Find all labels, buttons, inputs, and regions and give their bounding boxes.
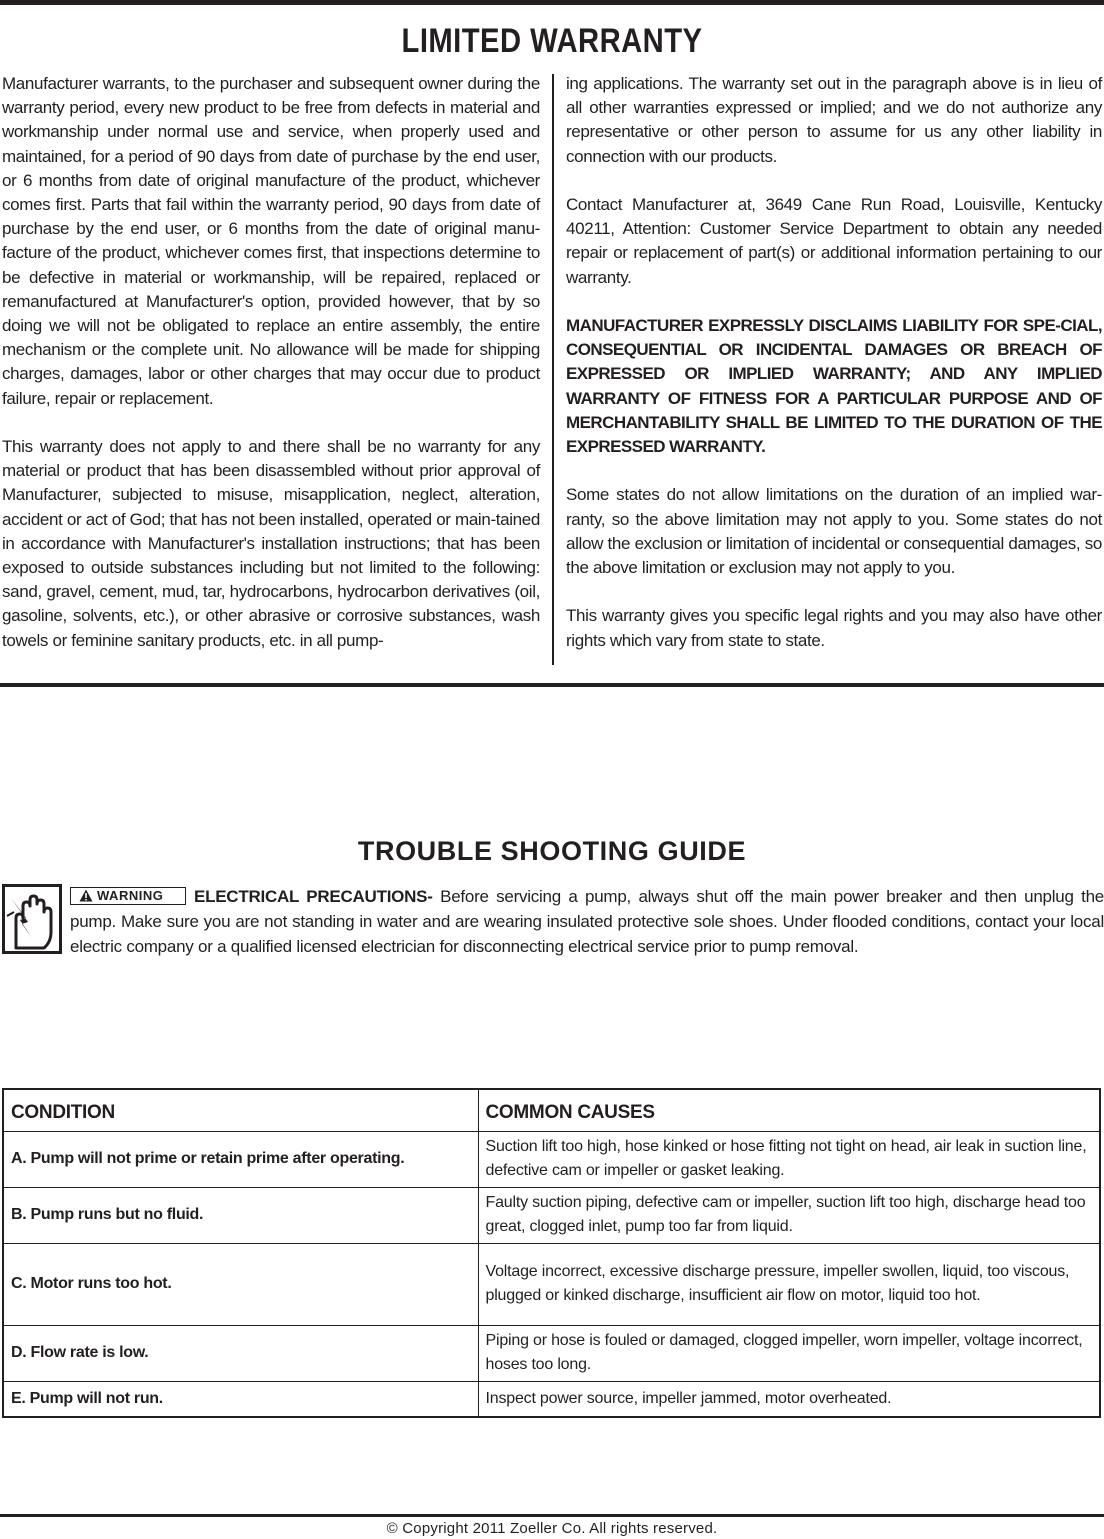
- electrical-hazard-hand-icon: [2, 884, 62, 954]
- precaution-lead: ELECTRICAL PRECAUTIONS-: [194, 887, 433, 906]
- condition-header: CONDITION: [3, 1089, 478, 1131]
- causes-cell: Voltage incorrect, excessive discharge pressure, impeller swollen, liquid, too viscous, plugged or kinked discharge, insufficient air flow on motor, liquid too hot.: [478, 1243, 1100, 1325]
- warranty-left-column: [2, 72, 540, 653]
- warranty-paragraph: ing applications. The warranty set out in the paragraph above is in lieu of all other warranties expressed or implied; and we do not authorize any representative or other person to assume for us any other liability in connection with our products.: [566, 74, 1102, 166]
- table-header-row: [3, 1089, 1100, 1131]
- causes-cell: Faulty suction piping, defective cam or impeller, suction lift too high, discharge head too great, clogged inlet, pump too far from liquid.: [478, 1187, 1100, 1243]
- condition-cell: D. Flow rate is low.: [3, 1325, 478, 1381]
- column-divider: [552, 74, 554, 665]
- precaution-text: Before servicing a pump, always shut off the main power breaker and then unplug the pump. Make sure you are not standing in water and are wearing insulated protective sole shoes. Under flooded conditions, contact your local electric company or a qualified licensed electrician for disconnecting electrical service prior to pump removal.: [70, 887, 1104, 956]
- table-row: [3, 1131, 1100, 1187]
- condition-cell: A. Pump will not prime or retain prime after operating.: [3, 1131, 478, 1187]
- warning-triangle-icon: [79, 889, 93, 902]
- warranty-paragraph: This warranty gives you specific legal rights and you may also have other rights which vary from state to state.: [566, 606, 1102, 650]
- table-row: [3, 1325, 1100, 1381]
- disclaimer-paragraph: MANUFACTURER EXPRESSLY DISCLAIMS LIABILITY FOR SPE-CIAL, CONSEQUENTIAL OR INCIDENTAL DAMAGES OR BREACH OF EXPRESSED OR IMPLIED WARRANTY; AND ANY IMPLIED WARRANTY OF FITNESS FOR A PARTICULAR PURPOSE AND OF MERCHANTABILITY SHALL BE LIMITED TO THE DURATION OF THE EXPRESSED WARRANTY.: [566, 316, 1102, 457]
- troubleshooting-table: [2, 1088, 1101, 1418]
- condition-cell: E. Pump will not run.: [3, 1381, 478, 1417]
- copyright-notice: © Copyright 2011 Zoeller Co. All rights reserved.: [386, 1520, 718, 1537]
- warranty-title: LIMITED WARRANTY: [401, 22, 703, 60]
- section-rule: [0, 683, 1104, 687]
- warning-label: WARNING: [97, 888, 164, 903]
- troubleshooting-title: TROUBLE SHOOTING GUIDE: [357, 836, 747, 866]
- condition-cell: C. Motor runs too hot.: [3, 1243, 478, 1325]
- table-row: [3, 1187, 1100, 1243]
- causes-header: COMMON CAUSES: [478, 1089, 1100, 1131]
- warning-badge: [70, 887, 186, 905]
- causes-cell: Inspect power source, impeller jammed, motor overheated.: [478, 1381, 1100, 1417]
- electrical-precautions: [70, 884, 1104, 959]
- causes-cell: Suction lift too high, hose kinked or hose fitting not tight on head, air leak in suction line, defective cam or impeller or gasket leaking.: [478, 1131, 1100, 1187]
- table-row: [3, 1243, 1100, 1325]
- warranty-paragraph: Some states do not allow limitations on the duration of an implied war-ranty, so the above limitation may not apply to you. Some states do not allow the exclusion or limitation of incidental or consequential damages, so the above limitation or exclusion may not apply to you.: [566, 485, 1102, 578]
- causes-cell: Piping or hose is fouled or damaged, clogged impeller, worn impeller, voltage incorrect, hoses too long.: [478, 1325, 1100, 1381]
- warranty-right-column: [566, 72, 1102, 653]
- table-row: [3, 1381, 1100, 1417]
- top-rule: [0, 0, 1104, 5]
- warranty-paragraph: Manufacturer warrants, to the purchaser and subsequent owner during the warranty period, every new product to be free from defects in material and workmanship under normal use and service, when properly used and maintained, for a period of 90 days from date of purchase by the end user, or 6 months from date of original manufacture of the product, whichever comes first. Parts that fail within the warranty period, 90 days from date of purchase by the end user, or 6 months from the date of original manu-facture of the product, whichever comes first, that inspections determine to be defective in material or workmanship, will be repaired, replaced or remanufactured at Manufacturer's option, provided however, that by so doing we will not be obligated to replace an entire assembly, the entire mechanism or the complete unit. No allowance will be made for shipping charges, damages, labor or other charges that may occur due to product failure, repair or replacement.: [2, 74, 540, 408]
- footer-rule: [0, 1514, 1104, 1517]
- warranty-paragraph: This warranty does not apply to and there shall be no warranty for any material or product that has been disassembled without prior approval of Manufacturer, subjected to misuse, misapplication, neglect, alteration, accident or act of God; that has not been installed, operated or main-tained in accordance with Manufacturer's installation instructions; that has been exposed to outside substances including but not limited to the following: sand, gravel, cement, mud, tar, hydrocarbons, hydrocarbon derivatives (oil, gasoline, solvents, etc.), or other abrasive or corrosive substances, wash towels or feminine sanitary products, etc. in all pump-: [2, 437, 540, 650]
- warranty-paragraph: Contact Manufacturer at, 3649 Cane Run Road, Louisville, Kentucky 40211, Attention: Customer Service Department to obtain any needed repair or replacement of part(s) or additional information pertaining to our warranty.: [566, 195, 1102, 287]
- condition-cell: B. Pump runs but no fluid.: [3, 1187, 478, 1243]
